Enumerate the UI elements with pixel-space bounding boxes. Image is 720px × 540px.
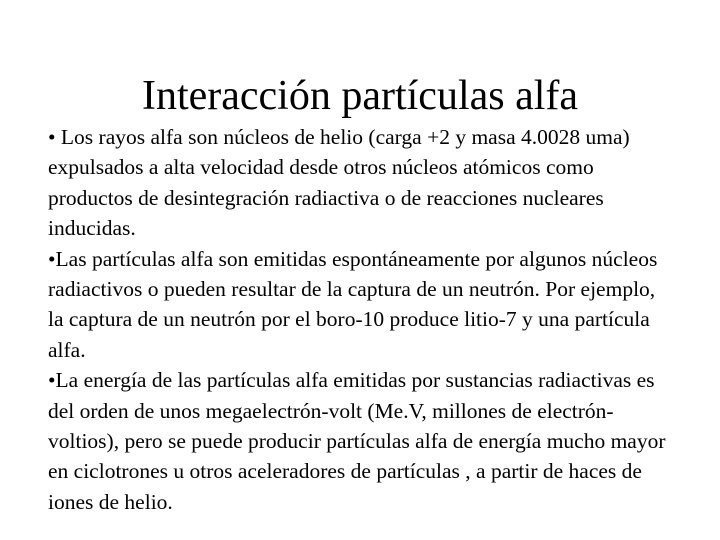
bullet-paragraph-2 xyxy=(48,244,676,366)
paragraph-3-text: La energía de las partículas alfa emitidas por sustancias radiactivas es del orden de unos megaelectrón-volt (Me.V, millones de electrón-voltios), pero se puede producir partículas alfa de energía mucho mayor en ciclotrones u otros aceleradores de partículas , a partir de haces de iones de helio. xyxy=(48,368,666,514)
slide-body xyxy=(48,122,676,517)
bullet-marker: • xyxy=(48,246,56,271)
bullet-marker: • xyxy=(48,368,56,393)
slide-title: Interacción partículas alfa xyxy=(141,73,579,119)
term-rayos-alfa: rayos alfa xyxy=(98,125,183,149)
bullet-marker: • xyxy=(48,125,56,149)
bullet-paragraph-3 xyxy=(48,365,676,517)
bullet-paragraph-1 xyxy=(48,122,676,244)
paragraph-1-post: son núcleos de helio (carga +2 y masa 4.0028 uma) expulsados a alta velocidad desde otros núcleos atómicos como productos de desintegración radiactiva o de reacciones nucleares inducidas. xyxy=(48,125,630,241)
paragraph-1-pre: Los xyxy=(60,125,99,149)
paragraph-2-text: Las partículas alfa son emitidas espontáneamente por algunos núcleos radiactivos o pueden resultar de la captura de un neutrón. Por ejemplo, la captura de un neutrón por el boro-10 produce litio-7 y una partícula alfa. xyxy=(48,246,658,362)
